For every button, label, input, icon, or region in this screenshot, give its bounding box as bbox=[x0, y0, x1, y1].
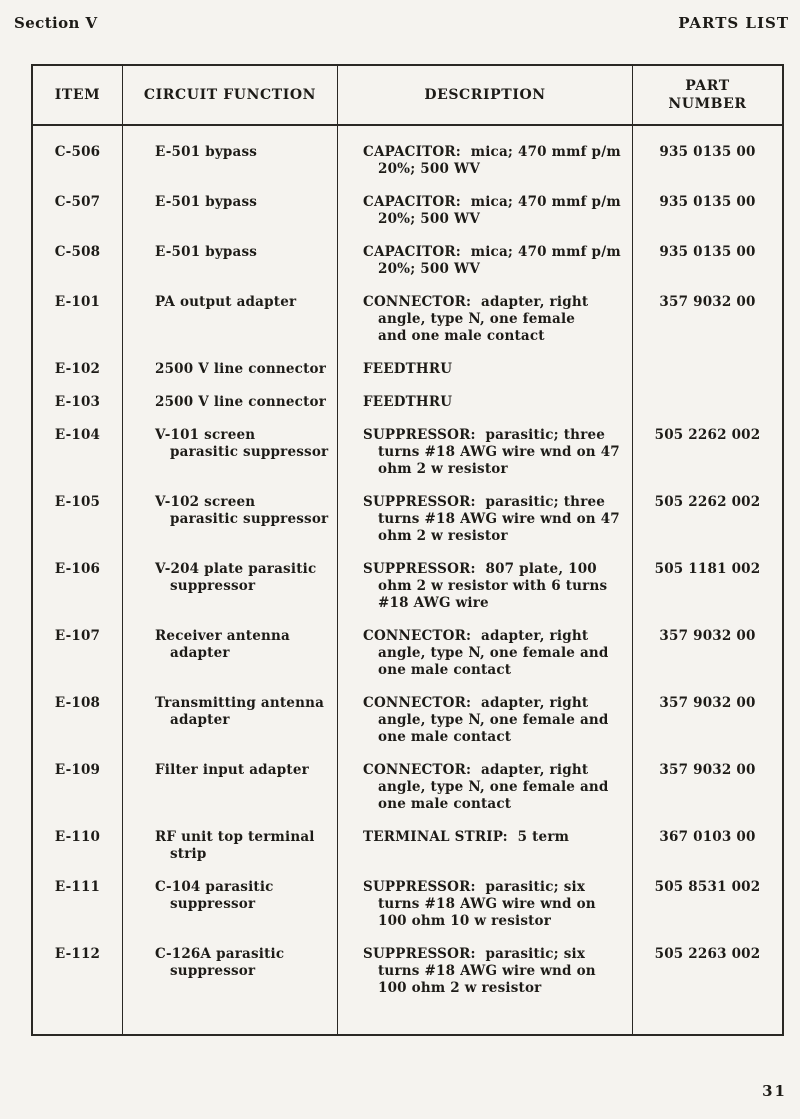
text-line: parasitic suppressor bbox=[170, 444, 329, 460]
item-cell bbox=[33, 236, 123, 286]
circuit-function-cell bbox=[123, 236, 338, 286]
column-header-circuit-function: CIRCUIT FUNCTION bbox=[123, 66, 338, 124]
part-number-cell bbox=[633, 186, 782, 236]
text-line: FEEDTHRU bbox=[363, 361, 453, 377]
part-number-header-line: NUMBER bbox=[668, 96, 747, 112]
text-line: E-109 bbox=[54, 762, 101, 778]
text-line: angle, type N, one female and bbox=[378, 779, 609, 795]
part-number-cell bbox=[633, 236, 782, 286]
part-number-cell bbox=[633, 1005, 782, 1034]
part-number-cell bbox=[633, 419, 782, 486]
column-header-item: ITEM bbox=[33, 66, 123, 124]
part-number-cell bbox=[633, 821, 782, 871]
parts-table bbox=[31, 64, 784, 1036]
table-row bbox=[33, 821, 782, 871]
table-row bbox=[33, 386, 782, 419]
text-line: ohm 2 w resistor with 6 turns bbox=[378, 578, 608, 594]
text-line: 357 9032 00 bbox=[659, 628, 756, 644]
text-line: 357 9032 00 bbox=[659, 695, 756, 711]
text-line: 505 8531 002 bbox=[654, 879, 761, 895]
text-line: 20%; 500 WV bbox=[378, 261, 481, 277]
description-cell bbox=[338, 821, 633, 871]
text-line: turns #18 AWG wire wnd on 47 bbox=[378, 444, 620, 460]
description-cell bbox=[338, 186, 633, 236]
text-line: angle, type N, one female bbox=[378, 311, 576, 327]
text-line: SUPPRESSOR: parasitic; six bbox=[363, 879, 586, 895]
page-header bbox=[14, 13, 789, 33]
text-line: 20%; 500 WV bbox=[378, 161, 481, 177]
description-cell bbox=[338, 126, 633, 186]
circuit-function-cell bbox=[123, 553, 338, 620]
text-line: E-102 bbox=[54, 361, 101, 377]
description-cell bbox=[338, 754, 633, 821]
circuit-function-cell bbox=[123, 821, 338, 871]
table-row bbox=[33, 186, 782, 236]
text-line: E-501 bypass bbox=[155, 244, 258, 260]
text-line: FEEDTHRU bbox=[363, 394, 453, 410]
text-line: C-104 parasitic bbox=[155, 879, 274, 895]
part-number-cell bbox=[633, 386, 782, 419]
text-line: CONNECTOR: adapter, right bbox=[363, 628, 589, 644]
table-row bbox=[33, 286, 782, 353]
table-row bbox=[33, 620, 782, 687]
circuit-function-cell bbox=[123, 353, 338, 386]
item-cell bbox=[33, 553, 123, 620]
table-row bbox=[33, 236, 782, 286]
description-cell bbox=[338, 687, 633, 754]
text-line: C-508 bbox=[54, 244, 101, 260]
text-line: strip bbox=[170, 846, 207, 862]
table-row bbox=[33, 871, 782, 938]
item-cell bbox=[33, 419, 123, 486]
text-line: adapter bbox=[170, 712, 230, 728]
text-line: CAPACITOR: mica; 470 mmf p/m bbox=[363, 144, 621, 160]
item-cell bbox=[33, 821, 123, 871]
text-line: and one male contact bbox=[378, 328, 545, 344]
text-line: one male contact bbox=[378, 729, 512, 745]
text-line: C-126A parasitic bbox=[155, 946, 285, 962]
description-cell bbox=[338, 286, 633, 353]
text-line: E-108 bbox=[54, 695, 101, 711]
table-header-row bbox=[33, 66, 782, 126]
item-cell bbox=[33, 1005, 123, 1034]
column-header-description: DESCRIPTION bbox=[338, 66, 633, 124]
item-cell bbox=[33, 754, 123, 821]
text-line: 357 9032 00 bbox=[659, 762, 756, 778]
text-line: 20%; 500 WV bbox=[378, 211, 481, 227]
circuit-function-cell bbox=[123, 486, 338, 553]
table-row bbox=[33, 553, 782, 620]
text-line: 357 9032 00 bbox=[659, 294, 756, 310]
text-line: E-112 bbox=[54, 946, 101, 962]
text-line: 935 0135 00 bbox=[659, 194, 756, 210]
text-line: CAPACITOR: mica; 470 mmf p/m bbox=[363, 194, 621, 210]
text-line: adapter bbox=[170, 645, 230, 661]
description-cell bbox=[338, 938, 633, 1005]
text-line: SUPPRESSOR: parasitic; six bbox=[363, 946, 586, 962]
text-line: E-104 bbox=[54, 427, 101, 443]
text-line: turns #18 AWG wire wnd on 47 bbox=[378, 511, 620, 527]
text-line: CONNECTOR: adapter, right bbox=[363, 294, 589, 310]
text-line: one male contact bbox=[378, 796, 512, 812]
text-line: #18 AWG wire bbox=[378, 595, 489, 611]
text-line: RF unit top terminal bbox=[155, 829, 315, 845]
part-number-cell bbox=[633, 353, 782, 386]
description-cell bbox=[338, 353, 633, 386]
description-cell bbox=[338, 486, 633, 553]
item-cell bbox=[33, 353, 123, 386]
text-line: E-110 bbox=[54, 829, 101, 845]
text-line: 505 2262 002 bbox=[654, 427, 761, 443]
table-body bbox=[33, 126, 782, 1034]
text-line: C-506 bbox=[54, 144, 101, 160]
text-line: E-501 bypass bbox=[155, 144, 258, 160]
text-line: parasitic suppressor bbox=[170, 511, 329, 527]
table-row bbox=[33, 938, 782, 1005]
text-line: suppressor bbox=[170, 896, 256, 912]
text-line: 505 2263 002 bbox=[654, 946, 761, 962]
text-line: 100 ohm 2 w resistor bbox=[378, 980, 542, 996]
part-number-cell bbox=[633, 126, 782, 186]
part-number-cell bbox=[633, 286, 782, 353]
description-cell bbox=[338, 386, 633, 419]
description-cell bbox=[338, 871, 633, 938]
text-line: Filter input adapter bbox=[155, 762, 309, 778]
table-row bbox=[33, 353, 782, 386]
part-number-cell bbox=[633, 938, 782, 1005]
text-line: V-101 screen bbox=[155, 427, 256, 443]
text-line: 505 1181 002 bbox=[654, 561, 761, 577]
circuit-function-cell bbox=[123, 186, 338, 236]
text-line: turns #18 AWG wire wnd on bbox=[378, 896, 596, 912]
page-number: 31 bbox=[762, 1082, 787, 1100]
text-line: suppressor bbox=[170, 963, 256, 979]
item-cell bbox=[33, 126, 123, 186]
text-line: E-106 bbox=[54, 561, 101, 577]
text-line: V-102 screen bbox=[155, 494, 256, 510]
table-row bbox=[33, 754, 782, 821]
table-filler-row bbox=[33, 1005, 782, 1034]
text-line: ohm 2 w resistor bbox=[378, 528, 508, 544]
description-cell bbox=[338, 1005, 633, 1034]
table-row bbox=[33, 419, 782, 486]
circuit-function-cell bbox=[123, 126, 338, 186]
description-cell bbox=[338, 620, 633, 687]
description-cell bbox=[338, 419, 633, 486]
column-header-part-number bbox=[633, 66, 782, 124]
text-line: E-105 bbox=[54, 494, 101, 510]
text-line: 100 ohm 10 w resistor bbox=[378, 913, 552, 929]
text-line: angle, type N, one female and bbox=[378, 645, 609, 661]
circuit-function-cell bbox=[123, 419, 338, 486]
text-line: SUPPRESSOR: parasitic; three bbox=[363, 494, 606, 510]
text-line: PA output adapter bbox=[155, 294, 297, 310]
text-line: V-204 plate parasitic bbox=[155, 561, 317, 577]
part-number-cell bbox=[633, 486, 782, 553]
text-line: 2500 V line connector bbox=[155, 394, 327, 410]
text-line: E-101 bbox=[54, 294, 101, 310]
part-number-cell bbox=[633, 754, 782, 821]
item-cell bbox=[33, 620, 123, 687]
table-row bbox=[33, 687, 782, 754]
text-line: CONNECTOR: adapter, right bbox=[363, 762, 589, 778]
text-line: 935 0135 00 bbox=[659, 144, 756, 160]
description-cell bbox=[338, 236, 633, 286]
text-line: suppressor bbox=[170, 578, 256, 594]
description-cell bbox=[338, 553, 633, 620]
page-title: PARTS LIST bbox=[678, 14, 789, 32]
text-line: turns #18 AWG wire wnd on bbox=[378, 963, 596, 979]
text-line: 935 0135 00 bbox=[659, 244, 756, 260]
text-line: ohm 2 w resistor bbox=[378, 461, 508, 477]
text-line: angle, type N, one female and bbox=[378, 712, 609, 728]
part-number-cell bbox=[633, 871, 782, 938]
text-line: E-111 bbox=[54, 879, 101, 895]
part-number-cell bbox=[633, 687, 782, 754]
item-cell bbox=[33, 386, 123, 419]
item-cell bbox=[33, 871, 123, 938]
item-cell bbox=[33, 687, 123, 754]
text-line: CAPACITOR: mica; 470 mmf p/m bbox=[363, 244, 621, 260]
text-line: one male contact bbox=[378, 662, 512, 678]
table-row bbox=[33, 486, 782, 553]
part-number-header-line: PART bbox=[685, 78, 730, 94]
part-number-cell bbox=[633, 553, 782, 620]
item-cell bbox=[33, 186, 123, 236]
circuit-function-cell bbox=[123, 386, 338, 419]
table-row bbox=[33, 126, 782, 186]
text-line: Transmitting antenna bbox=[155, 695, 325, 711]
item-cell bbox=[33, 486, 123, 553]
circuit-function-cell bbox=[123, 687, 338, 754]
circuit-function-cell bbox=[123, 871, 338, 938]
item-cell bbox=[33, 286, 123, 353]
circuit-function-cell bbox=[123, 1005, 338, 1034]
text-line: 2500 V line connector bbox=[155, 361, 327, 377]
text-line: Receiver antenna bbox=[155, 628, 290, 644]
text-line: 367 0103 00 bbox=[659, 829, 756, 845]
item-cell bbox=[33, 938, 123, 1005]
section-header: Section V bbox=[14, 14, 98, 32]
text-line: SUPPRESSOR: parasitic; three bbox=[363, 427, 606, 443]
circuit-function-cell bbox=[123, 620, 338, 687]
text-line: E-501 bypass bbox=[155, 194, 258, 210]
circuit-function-cell bbox=[123, 938, 338, 1005]
text-line: C-507 bbox=[54, 194, 101, 210]
circuit-function-cell bbox=[123, 754, 338, 821]
text-line: E-107 bbox=[54, 628, 101, 644]
text-line: E-103 bbox=[54, 394, 101, 410]
text-line: TERMINAL STRIP: 5 term bbox=[363, 829, 570, 845]
text-line: 505 2262 002 bbox=[654, 494, 761, 510]
text-line: SUPPRESSOR: 807 plate, 100 bbox=[363, 561, 597, 577]
part-number-cell bbox=[633, 620, 782, 687]
text-line: CONNECTOR: adapter, right bbox=[363, 695, 589, 711]
circuit-function-cell bbox=[123, 286, 338, 353]
